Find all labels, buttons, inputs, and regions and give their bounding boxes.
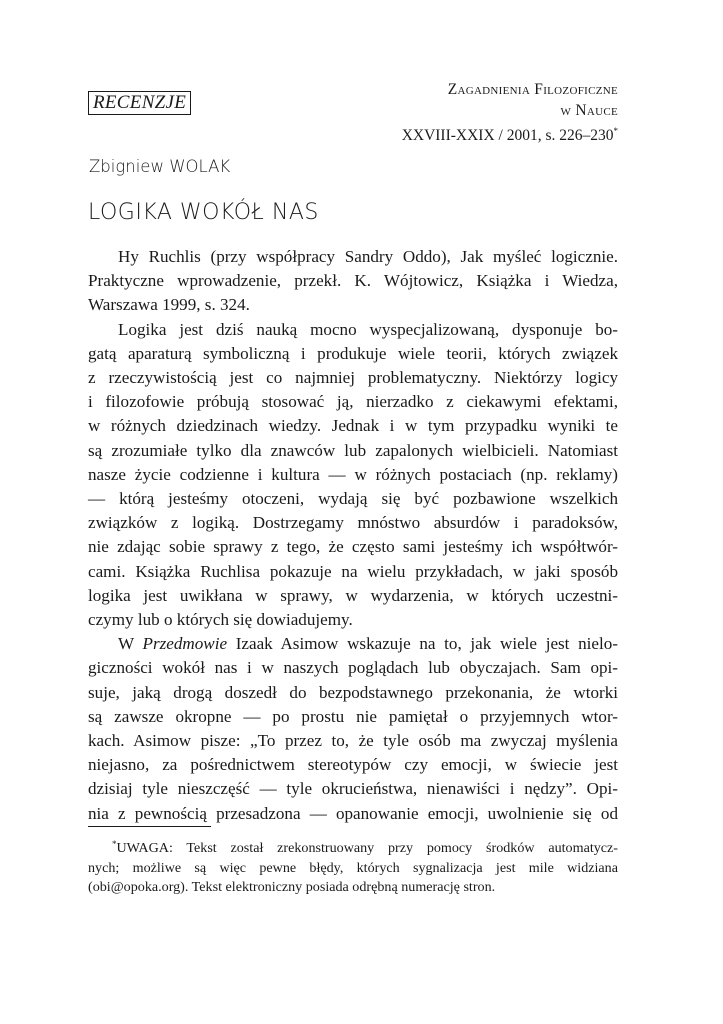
journal-info [402, 79, 618, 146]
footnote-marker: * [613, 126, 618, 136]
journal-name-line2: w Nauce [560, 102, 618, 119]
body-line: czymy lub o których się dowiadujemy. [88, 610, 353, 630]
body-line: i filozofowie próbują stosować ją, nierzadko z ciekawymi efektami, [88, 392, 618, 412]
section-label: RECENZJE [88, 91, 191, 115]
author-name: Zbigniew WOLAK [89, 157, 231, 176]
body-line: są zawsze okropne — po prostu nie pamiętał o przyjemnych wtor- [88, 706, 618, 726]
footnote-line: nych; możliwe są więc pewne błędy, których sygnalizacja jest mile widziana [88, 859, 618, 876]
body-word: W [118, 634, 134, 654]
article-body [88, 245, 618, 826]
body-line: dzisiaj tyle nieszczęść — tyle okrucieństwa, nienawiści i nędzy”. Opi- [88, 779, 618, 799]
footnote-line: (obi@opoka.org). Tekst elektroniczny posiada odrębną numerację stron. [88, 879, 496, 895]
body-line: logika jest uwikłana w sprawy, w wydarzenia, w których uczestni- [88, 585, 618, 605]
body-line: w różnych dziedzinach wiedzy. Jednak i w tym przypadku wyniki te [88, 416, 618, 436]
body-line: nasze życie codzienne i kultura — w różnych postaciach (np. reklamy) [88, 464, 618, 484]
italic-title: Przedmowie [142, 634, 228, 654]
body-line: są zrozumiałe tylko dla znawców lub zapalonych wielbicieli. Natomiast [88, 440, 618, 460]
body-line: z rzeczywistością jest co najmniej problematyczny. Niektórzy logicy [88, 368, 618, 388]
body-line: suje, jaką drogą doszedł do bezpodstawnego przekonania, że wtorki [88, 682, 618, 702]
footnote-text: UWAGA: Tekst został zrekonstruowany przy pomocy środków automatycz- [116, 840, 618, 856]
body-line [88, 632, 618, 656]
journal-name-line1: Zagadnienia Filozoficzne [447, 81, 618, 98]
body-line: Hy Ruchlis (przy współpracy Sandry Oddo), Jak myśleć logicznie. [118, 247, 618, 266]
body-line: nie zdając sobie sprawy z tego, że często sami jesteśmy ich współtwór- [88, 537, 618, 557]
body-line: cami. Książka Ruchlisa pokazuje na wielu przykładach, w jaki sposób [88, 561, 618, 581]
footnote-line [88, 835, 618, 859]
body-line: giczności wokół nas i w naszych poglądach lub obyczajach. Sam opi- [88, 658, 618, 678]
article-title: LOGIKA WOKÓŁ NAS [88, 200, 319, 225]
journal-volume: XXVIII-XXIX / 2001, s. 226–230 [401, 127, 614, 144]
body-line: Logika jest dziś nauką mocno wyspecjalizowaną, dysponuje bo- [118, 319, 618, 339]
body-line: Warszawa 1999, s. 324. [88, 295, 250, 315]
footnote-marker: * [112, 839, 117, 849]
footnote-divider [88, 826, 211, 827]
body-line: związków z logiką. Dostrzegamy mnóstwo absurdów i paradoksów, [88, 513, 618, 533]
footnote [88, 835, 618, 898]
body-line: gatą aparaturą symboliczną i produkuje wiele teorii, których związek [88, 343, 618, 363]
body-line: — którą jesteśmy otoczeni, wydają się być pozbawione wszelkich [88, 489, 618, 509]
journal-volume-line [402, 121, 618, 146]
body-line: kach. Asimow pisze: „To przez to, że tyle osób ma zwyczaj myślenia [88, 731, 618, 751]
body-line: Praktyczne wprowadzenie, przekł. K. Wójtowicz, Książka i Wiedza, [88, 271, 618, 291]
body-text: Izaak Asimow wskazuje na to, jak wiele jest nielo- [235, 634, 618, 654]
body-line: nia z pewnością przesadzona — opanowanie emocji, uwolnienie się od [88, 803, 618, 823]
body-line: niejasno, za pośrednictwem stereotypów czy emocji, w świecie jest [88, 755, 618, 775]
